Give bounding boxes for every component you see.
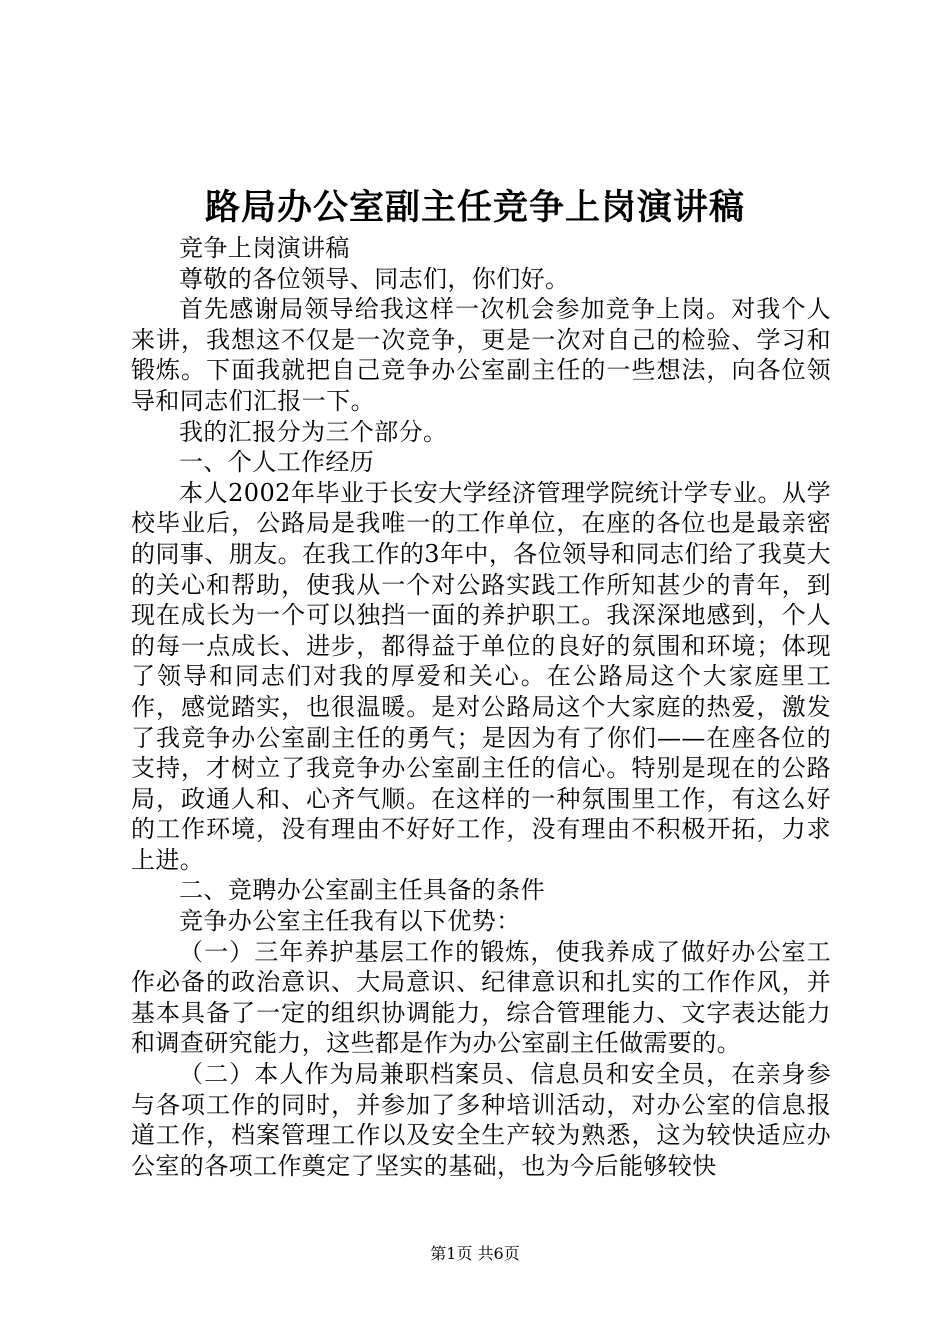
section-heading-conditions: 二、竞聘办公室副主任具备的条件 xyxy=(179,876,545,905)
section-heading-experience: 一、个人工作经历 xyxy=(179,448,375,477)
paragraph-advantage-2: （二）本人作为局兼职档案员、信息员和安全员，在亲身参与各项工作的同时，并参加了多种培训活动，对办公室的信息报道工作，档案管理工作以及安全生产较为熟悉，这为较快适应办公室的各项工作奠定了坚实的基础，也为今后能够较快 xyxy=(131,1060,831,1180)
paragraph-greeting: 尊敬的各位领导、同志们，你们好。 xyxy=(179,264,570,293)
paragraph-heading: 竞争上岗演讲稿 xyxy=(179,234,350,262)
document-title: 路局办公室副主任竞争上岗演讲稿 xyxy=(204,187,745,228)
paragraph-advantage-1: （一）三年养护基层工作的锻炼，使我养成了做好办公室工作必备的政治意识、大局意识、纪律意识和扎实的工作作风，并基本具备了一定的组织协调能力，综合管理能力、文字表达能力和调查研究能力，这些都是作为办公室副主任做需要的。 xyxy=(131,937,831,1058)
page-footer: 第1页 共6页 xyxy=(430,1244,520,1263)
paragraph-intro: 首先感谢局领导给我这样一次机会参加竞争上岗。对我个人来讲，我想这不仅是一次竞争，更是一次对自己的检验、学习和锻炼。下面我就把自己竞争办公室副主任的一些想法，向各位领导和同志们汇报一下。 xyxy=(131,295,831,415)
document-body xyxy=(131,233,831,1181)
paragraph-advantages-intro: 竞争办公室主任我有以下优势： xyxy=(179,907,521,936)
paragraph-outline: 我的汇报分为三个部分。 xyxy=(179,417,448,446)
paragraph-experience: 本人2002年毕业于长安大学经济管理学院统计学专业。从学校毕业后，公路局是我唯一的工作单位，在座的各位也是最亲密的同事、朋友。在我工作的3年中，各位领导和同志们给了我莫大的关心和帮助，使我从一个对公路实践工作所知甚少的青年，到现在成长为一个可以独挡一面的养护职工。我深深地感到，个人的每一点成长、进步，都得益于单位的良好的氛围和环境；体现了领导和同志们对我的厚爱和关心。在公路局这个大家庭里工作，感觉踏实，也很温暖。是对公路局这个大家庭的热爱，激发了我竞争办公室副主任的勇气；是因为有了你们——在座各位的支持，才树立了我竞争办公室副主任的信心。特别是现在的公路局，政通人和、心齐气顺。在这样的一种氛围里工作，有这么好的工作环境，没有理由不好好工作，没有理由不积极开拓，力求上进。 xyxy=(131,478,831,874)
